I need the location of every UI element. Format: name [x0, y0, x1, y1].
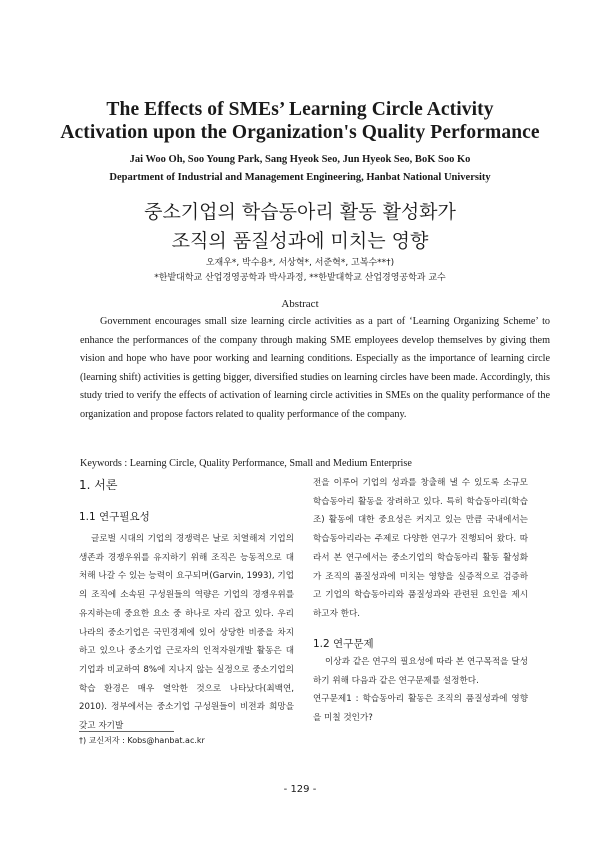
- english-affiliation: Department of Industrial and Management Engineering, Hanbat National University: [109, 172, 491, 183]
- english-title-line-2: Activation upon the Organization's Quality Performance: [60, 122, 540, 143]
- right-column-text: [313, 474, 528, 624]
- korean-title: [40, 198, 560, 256]
- paragraph-continued: 전을 이루어 기업의 성과를 창출해 낼 수 있도록 소규모 학습동아리 활동을 장려하고 있다. 특히 학습동아리(학습조) 활동에 대한 중요성은 커지고 있는 만큼 국내에서는 학습동아리라는 주제로 다양한 연구가 진행되어 왔다. 따라서 본 연구에서는 중소기업의 학습동아리 활동 활성화가 조직의 품질성과에 미치는 영향을 실증적으로 검증하고 기업의 학습동아리와 품질성과와 관련된 요인을 제시하고자 한다.: [313, 478, 528, 619]
- keywords: Keywords : Learning Circle, Quality Performance, Small and Medium Enterprise: [80, 458, 412, 469]
- english-title-line-1: The Effects of SMEs’ Learning Circle Activity: [106, 99, 494, 120]
- paragraph-research-need: 글로벌 시대의 기업의 경쟁력은 날로 치열해져 기업의 생존과 경쟁우위를 유지하기 위해 조직은 능동적으로 대처해 나갈 수 있는 능력이 요구되며(Garvin, 1993), 기업의 조직에 소속된 구성원들의 역량은 기업의 경쟁우위를 유지하는데 중요한 요소 중 하나로 자리 잡고 있다. 우리나라의 중소기업은 국민경제에 있어 상당한 비중을 차지하고 있으나 중소기업 근로자의 인적자원개발 활동은 대기업과 비교하여 8%에 지나지 않는 실정으로 중소기업의 학습 환경은 매우 열악한 것으로 나타났다(최백연, 2010). 정부에서는 중소기업 구성원들이 비전과 희망을 갖고 자기발: [79, 534, 294, 732]
- footnote-divider: [79, 731, 174, 732]
- english-authors-block: [30, 151, 570, 187]
- english-author-names: Jai Woo Oh, Soo Young Park, Sang Hyeok Seo, Jun Hyeok Seo, BoK Soo Ko: [129, 154, 471, 165]
- left-column-text: [79, 530, 294, 736]
- korean-title-line-2: 조직의 품질성과에 미치는 영향: [171, 230, 429, 252]
- korean-author-names: 오재우*, 박수용*, 서상혁*, 서준혁*, 고복수**†): [205, 258, 395, 268]
- korean-title-line-1: 중소기업의 학습동아리 활동 활성화가: [144, 201, 456, 223]
- section-heading-introduction: 1. 서론: [79, 478, 118, 492]
- subsection-heading-need: 1.1 연구필요성: [79, 511, 150, 523]
- subsection-heading-research-question: 1.2 연구문제: [313, 638, 374, 650]
- korean-authors-block: [40, 256, 560, 286]
- paragraph-research-question-intro: 이상과 같은 연구의 필요성에 따라 본 연구목적을 달성하기 위해 다음과 같은 연구문제를 설정한다.: [313, 657, 528, 686]
- english-title: [40, 98, 560, 144]
- right-column-research-question: [313, 653, 528, 728]
- abstract-heading: Abstract: [281, 298, 319, 310]
- footnote-corresponding-author: †) 교신저자 : Kobs@hanbat.ac.kr: [79, 736, 205, 745]
- research-question-1: 연구문제1 : 학습동아리 활동은 조직의 품질성과에 영향을 미칠 것인가?: [313, 694, 528, 724]
- abstract-text: Government encourages small size learning circle activities as a part of ‘Learning Organizing Scheme’ to enhance the performances of the company through making SME employees develop themselves by giving them vision and hope who have poor working and learning conditions. Especially as the importance of learning circle (learning shift) activities is getting bigger, diversified studies on learning circles have been made. Accordingly, this study tried to verify the effects of activation of learning circle activities in SMEs on the quality performance of the organization and propose factors related to quality performance of the company.: [80, 316, 550, 420]
- korean-affiliation: *한밭대학교 산업경영공학과 박사과정, **한밭대학교 산업경영공학과 교수: [154, 273, 446, 283]
- page-number: - 129 -: [283, 784, 317, 795]
